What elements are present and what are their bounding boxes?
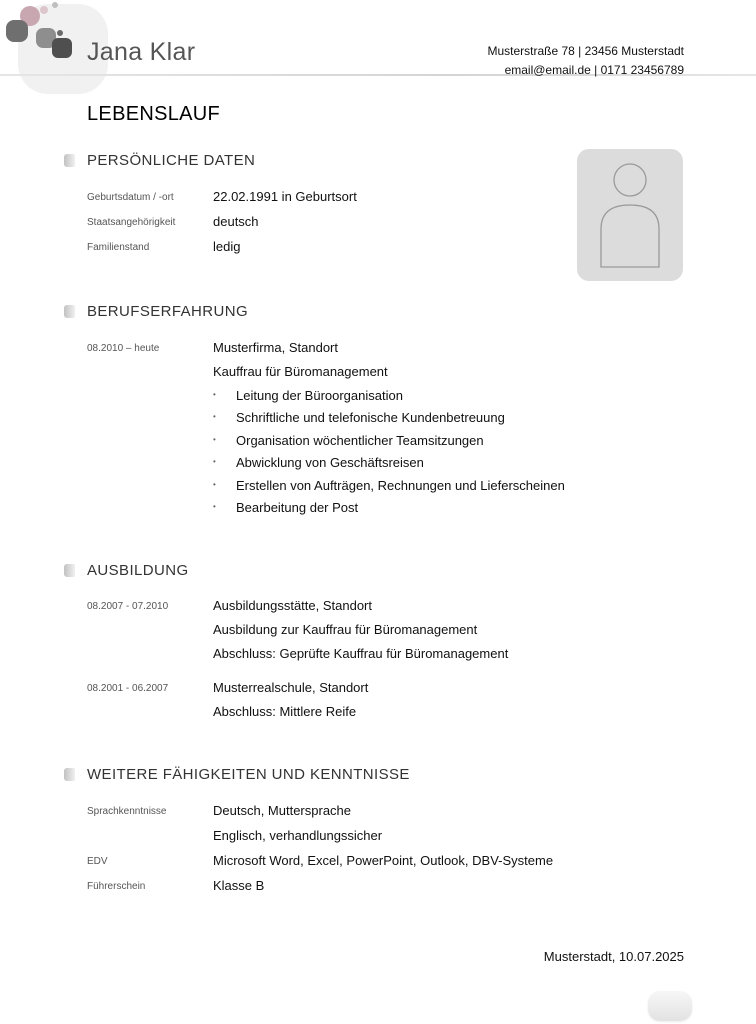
- institution: Musterrealschule, Standort: [213, 680, 369, 695]
- bullet-dot-icon: •: [213, 390, 216, 399]
- bullet-dot-icon: •: [213, 480, 216, 489]
- field-value: Klasse B: [213, 878, 265, 893]
- list-item: [213, 410, 505, 425]
- section-skills: [64, 766, 410, 783]
- document-title: LEBENSLAUF: [87, 103, 221, 125]
- field-label: Führerschein: [87, 881, 146, 892]
- education-detail: Ausbildung zur Kauffrau für Büromanagement: [213, 622, 478, 637]
- period-label: 08.2001 - 06.2007: [87, 683, 169, 694]
- bullet-dot-icon: •: [213, 502, 216, 511]
- section-heading: BERUFSERFAHRUNG: [87, 303, 249, 320]
- education-detail: Abschluss: Geprüfte Kauffrau für Büromanagement: [213, 646, 509, 661]
- list-item: [213, 455, 424, 470]
- section-marker-icon: [64, 768, 75, 781]
- position: Kauffrau für Büromanagement: [213, 364, 388, 379]
- field-label: Staatsangehörigkeit: [87, 217, 176, 228]
- task-text: Erstellen von Aufträgen, Rechnungen und Lieferscheinen: [236, 478, 565, 493]
- section-experience: [64, 303, 248, 320]
- employer: Musterfirma, Standort: [213, 340, 338, 355]
- list-item: [213, 433, 484, 448]
- footer-decoration: [648, 991, 692, 1021]
- contact-block: [487, 42, 684, 80]
- education-detail: Abschluss: Mittlere Reife: [213, 704, 357, 719]
- period-label: 08.2007 - 07.2010: [87, 601, 169, 612]
- section-heading: AUSBILDUNG: [87, 562, 189, 579]
- field-label: Sprachkenntnisse: [87, 806, 167, 817]
- field-value: deutsch: [213, 214, 259, 229]
- field-value: 22.02.1991 in Geburtsort: [213, 189, 357, 204]
- field-label: Familienstand: [87, 242, 150, 253]
- period-label: 08.2010 – heute: [87, 343, 160, 354]
- field-value: Microsoft Word, Excel, PowerPoint, Outlook, DBV-Systeme: [213, 853, 554, 868]
- task-text: Schriftliche und telefonische Kundenbetreuung: [236, 410, 505, 425]
- field-label: Geburtsdatum / -ort: [87, 192, 174, 203]
- task-text: Organisation wöchentlicher Teamsitzungen: [236, 433, 484, 448]
- place-date: Musterstadt, 10.07.2025: [543, 949, 684, 964]
- section-heading: PERSÖNLICHE DATEN: [87, 152, 256, 169]
- section-personal: [64, 152, 255, 169]
- address-line: Musterstraße 78 | 23456 Musterstadt: [487, 44, 684, 58]
- section-heading: WEITERE FÄHIGKEITEN UND KENNTNISSE: [87, 766, 410, 783]
- field-value: ledig: [213, 239, 241, 254]
- person-silhouette-icon: [577, 149, 683, 281]
- list-item: [213, 500, 358, 515]
- list-item: [213, 388, 403, 403]
- section-marker-icon: [64, 564, 75, 577]
- section-marker-icon: [64, 154, 75, 167]
- section-marker-icon: [64, 305, 75, 318]
- field-value: Englisch, verhandlungssicher: [213, 828, 383, 843]
- email-phone-line: email@email.de | 0171 23456789: [504, 63, 684, 77]
- field-value: Deutsch, Muttersprache: [213, 803, 352, 818]
- task-text: Abwicklung von Geschäftsreisen: [236, 455, 424, 470]
- bullet-dot-icon: •: [213, 457, 216, 466]
- list-item: [213, 478, 565, 493]
- bullet-dot-icon: •: [213, 435, 216, 444]
- photo-placeholder[interactable]: [577, 149, 683, 281]
- section-education: [64, 562, 189, 579]
- applicant-name: Jana Klar: [87, 38, 196, 66]
- task-text: Leitung der Büroorganisation: [236, 388, 403, 403]
- institution: Ausbildungsstätte, Standort: [213, 598, 372, 613]
- task-text: Bearbeitung der Post: [236, 500, 359, 515]
- field-label: EDV: [87, 856, 108, 867]
- bullet-dot-icon: •: [213, 412, 216, 421]
